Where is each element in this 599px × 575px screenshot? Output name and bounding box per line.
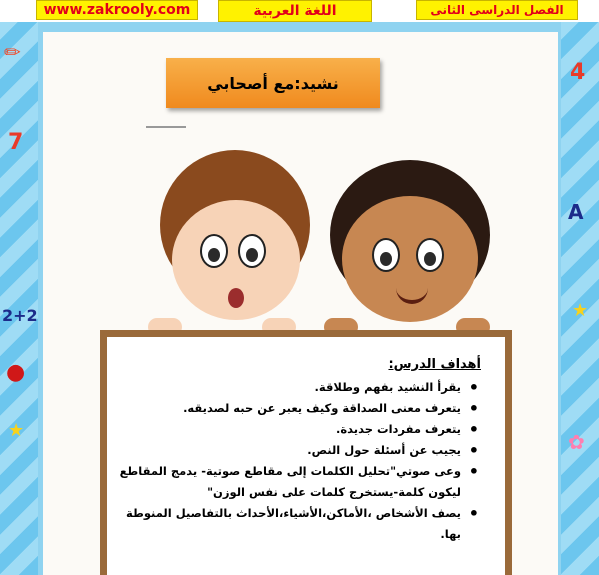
girl-left-pupil (208, 248, 220, 262)
star-icon: ★ (8, 420, 25, 441)
lesson-title: نشيد:مع أصحابي (207, 73, 339, 93)
flower-icon: ✿ (568, 430, 585, 454)
goal-item: • وعى صوتي"تحليل الكلمات إلى مقاطع صوتية- يدمج المقاطع ليكون كلمة-يستخرج كلمات على نفس الوزن" (113, 461, 483, 503)
number-4-doodle-icon: 4 (570, 60, 586, 85)
goals-heading: أهداف الدرس: (388, 357, 481, 372)
pencil-icon: ✏ (4, 40, 21, 64)
boy-right-eye (416, 238, 444, 272)
apple-icon: ● (6, 360, 26, 385)
boy-left-pupil (380, 252, 392, 266)
girl-left-eye (200, 234, 228, 268)
goal-item: • يصف الأشخاص ،الأماكن،الأشياء،الأحداث بالتفاصيل المنوطة بها. (113, 503, 483, 545)
girl-mouth (228, 288, 244, 308)
left-decorative-border (0, 0, 38, 575)
header-bar (0, 0, 599, 22)
right-decorative-border (561, 0, 599, 575)
star-icon: ★ (572, 300, 589, 321)
decorative-rule (146, 126, 186, 128)
letter-doodle-icon: A (568, 200, 584, 224)
goal-item: • يقرأ النشيد بفهم وطلاقة. (113, 377, 483, 398)
girl-right-pupil (246, 248, 258, 262)
subject-label: اللغة العربية (218, 0, 372, 22)
boy-left-eye (372, 238, 400, 272)
term-label: الفصل الدراسى الثانى (416, 0, 578, 20)
goal-item: • يتعرف مفردات جديدة. (113, 419, 483, 440)
lesson-title-ribbon (166, 58, 380, 108)
goal-item: • يتعرف معنى الصداقة وكيف يعبر عن حبه لصديقه. (113, 398, 483, 419)
number-7-doodle-icon: 7 (8, 130, 24, 155)
goals-list (113, 377, 483, 545)
goal-item: • يجيب عن أسئلة حول النص. (113, 440, 483, 461)
website-link[interactable]: www.zakrooly.com (36, 0, 198, 20)
lesson-goals-board (100, 330, 512, 575)
girl-right-eye (238, 234, 266, 268)
boy-right-pupil (424, 252, 436, 266)
math-doodle-icon: 2+2 (2, 306, 38, 325)
